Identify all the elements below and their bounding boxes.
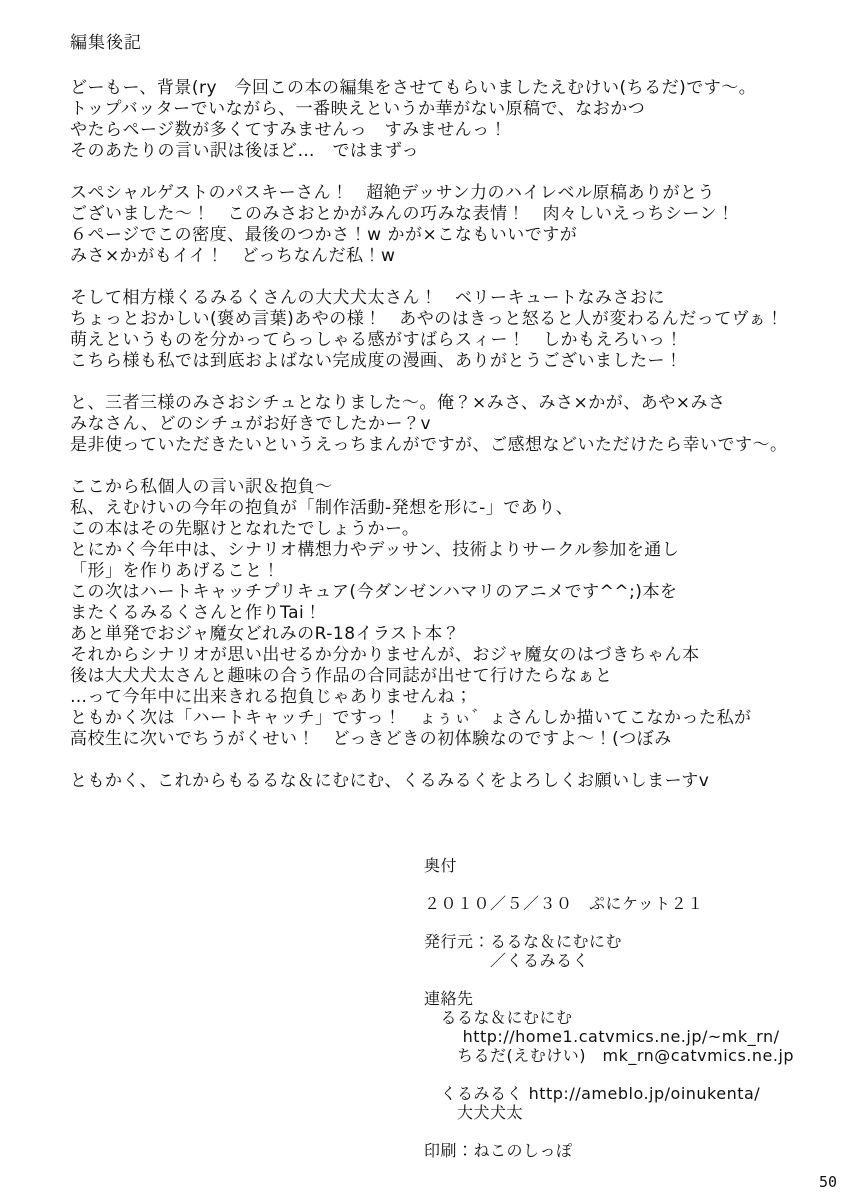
text-line: 高校生に次いでちうがくせい！ どっきどきの初体験なのですよ～！(つぼみ: [70, 729, 672, 749]
text-line: 発行元：るるな＆にむにむ: [424, 932, 623, 951]
text-line: と、三者三様のみさおシチュとなりました～。俺？×みさ、みさ×かが、あや×みさ: [70, 393, 726, 413]
text-line: この次はハートキャッチプリキュア(今ダンゼンハマリのアニメです^^;)本を: [70, 582, 678, 602]
colophon: [424, 856, 794, 1160]
text-line: 奥付: [424, 856, 458, 875]
text-line: ２０１０／５／３０ ぷにケット２１: [424, 894, 704, 913]
text-line: くるみるく http://ameblo.jp/oinukenta/: [424, 1084, 761, 1103]
text-line: [70, 372, 788, 393]
text-line: ／くるみるく: [424, 951, 590, 970]
text-line: http://home1.catvmics.ne.jp/~mk_rn/: [424, 1027, 780, 1046]
text-line: そのあたりの言い訳は後ほど… ではまずっ: [70, 141, 419, 161]
text-line: ございました～！ このみさおとかがみんの巧みな表情！ 肉々しいえっちシーン！: [70, 204, 735, 224]
text-line: るるな＆にむにむ: [424, 1008, 573, 1027]
text-line: トップバッターでいながら、一番映えというか華がない原稿で、なおかつ: [70, 99, 646, 119]
text-line: 私、えむけいの今年の抱負が「制作活動-発想を形に-」であり、: [70, 498, 574, 518]
text-line: [70, 267, 788, 288]
text-line: [424, 970, 794, 989]
text-line: それからシナリオが思い出せるか分かりませんが、おジャ魔女のはづきちゃん本: [70, 645, 700, 665]
text-line: [70, 162, 788, 183]
text-line: [424, 1065, 794, 1084]
text-line: 「形」を作りあげること！: [70, 561, 280, 581]
text-line: [70, 456, 788, 477]
text-line: 後は大犬犬太さんと趣味の合う作品の合同誌が出せて行けたらなぁと: [70, 666, 613, 686]
text-line: [424, 913, 794, 932]
text-line: みさ×かがもイイ！ どっちなんだ私！w: [70, 246, 396, 266]
text-line: やたらページ数が多くてすみませんっ すみませんっ！: [70, 120, 508, 140]
text-line: とにかく今年中は、シナリオ構想力やデッサン、技術よりサークル参加を通し: [70, 540, 680, 560]
text-line: またくるみるくさんと作りTai！: [70, 603, 322, 623]
text-line: どーもー、背景(ry 今回この本の編集をさせてもらいましたえむけい(ちるだ)です～。: [70, 78, 757, 98]
text-line: 萌えというものを分かってらっしゃる感がすばらスィー！ しかもえろいっ！: [70, 330, 684, 350]
text-line: 連絡先: [424, 989, 474, 1008]
text-line: みなさん、どのシチュがお好きでしたかー？v: [70, 414, 432, 434]
text-line: 印刷：ねこのしっぽ: [424, 1141, 573, 1160]
text-line: [424, 875, 794, 894]
text-line: そして相方様くるみるくさんの大犬犬太さん！ ベリーキュートなみさおに: [70, 288, 665, 308]
text-line: ここから私個人の言い訳＆抱負～: [70, 477, 333, 497]
text-line: ６ページでこの密度、最後のつかさ！w かが×こなもいいですが: [70, 225, 578, 245]
text-line: ちるだ(えむけい) mk_rn@catvmics.ne.jp: [424, 1046, 795, 1065]
text-line: 大犬犬太: [424, 1103, 524, 1122]
text-line: ちょっとおかしい(褒め言葉)あやの様！ あやのはきっと怒ると人が変わるんだってヴぁ！: [70, 309, 784, 329]
text-line: ともかく、これからもるるな＆にむにむ、くるみるくをよろしくお願いしまーすv: [70, 771, 710, 791]
text-line: この本はその先駆けとなれたでしょうかー。: [70, 519, 420, 539]
page-number: 50: [818, 1173, 837, 1191]
text-line: ともかく次は「ハートキャッチ」ですっ！ ょぅぃ゛ょさんしか描いてこなかった私が: [70, 708, 752, 728]
text-line: スペシャルゲストのパスキーさん！ 超絶デッサン力のハイレベル原稿ありがとう: [70, 183, 715, 203]
text-line: こちら様も私では到底およばない完成度の漫画、ありがとうございましたー！: [70, 351, 683, 371]
text-line: …って今年中に出来きれる抱負じゃありませんね；: [70, 687, 473, 707]
text-line: [70, 750, 788, 771]
afterword-title: 編集後記: [70, 33, 142, 53]
text-line: 是非使っていただきたいというえっちまんがですが、ご感想などいただけたら幸いです～。: [70, 435, 788, 455]
afterword-body: [70, 78, 788, 792]
text-line: [424, 1122, 794, 1141]
text-line: あと単発でおジャ魔女どれみのR-18イラスト本？: [70, 624, 461, 644]
